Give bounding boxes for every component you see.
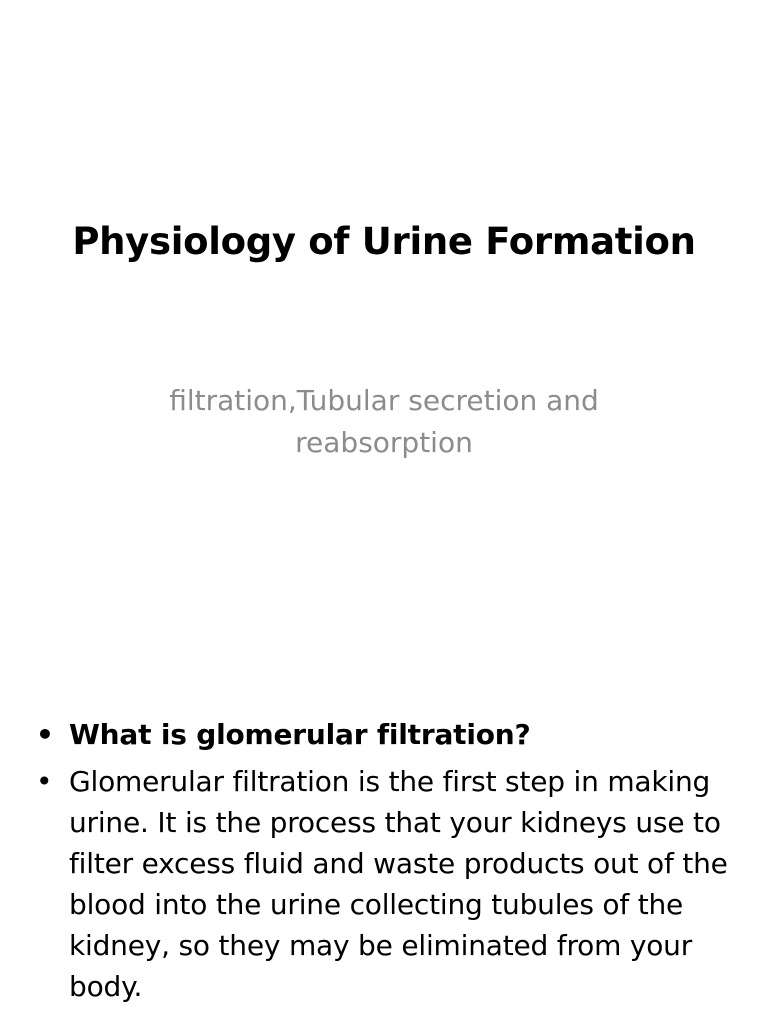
slide-title: Physiology of Urine Formation (72, 220, 696, 263)
bullet-text-question: What is glomerular filtration? (69, 718, 531, 751)
bullet-text-answer: Glomerular filtration is the first step in making urine. It is the process that your kidneys use to filter excess fluid and waste products out of the blood into the urine collecting tubules of the kidney, so they may be eliminated from your body. (69, 765, 728, 1003)
bullet-icon: • (36, 765, 53, 798)
bullet-icon: • (36, 718, 54, 751)
bullet-list (36, 714, 736, 1013)
bullet-item-answer (36, 761, 736, 1007)
bullet-item-question (36, 714, 736, 755)
slide-subtitle: filtration,Tubular secretion and reabsorption (169, 384, 599, 459)
